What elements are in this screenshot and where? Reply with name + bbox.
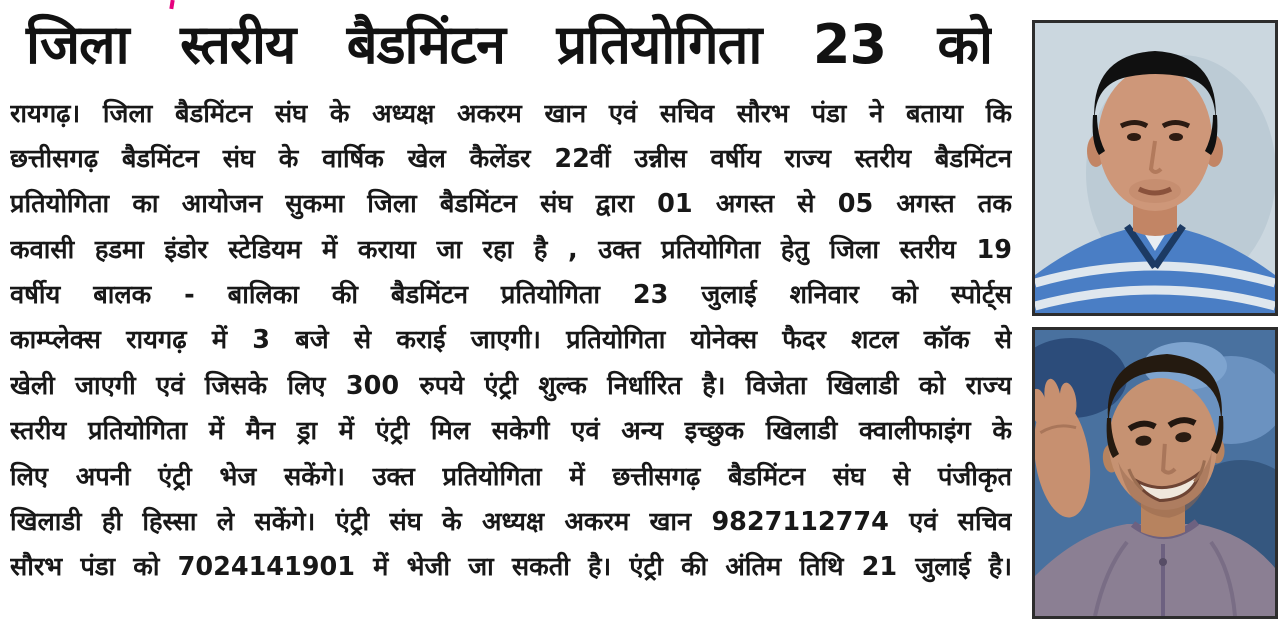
article (10, 8, 1012, 591)
article-headline: जिला स्तरीय बैडमिंटन प्रतियोगिता 23 को (26, 13, 992, 76)
article-body (10, 92, 1012, 591)
body-line: काम्प्लेक्स रायगढ़ में 3 बजे से कराई जाएगी। प्रतियोगिता योनेक्स फैदर शटल कॉक से (10, 325, 1012, 356)
body-line: खिलाडी ही हिस्सा ले सकेंगे। एंट्री संघ के अध्यक्ष अकरम खान 9827112774 एवं सचिव (10, 507, 1012, 538)
portrait-photo-bottom (1032, 327, 1278, 619)
body-line: रायगढ़। जिला बैडमिंटन संघ के अध्यक्ष अकरम खान एवं सचिव सौरभ पंडा ने बताया कि (10, 98, 1012, 129)
portrait-man-blue-striped-shirt (1035, 23, 1275, 313)
portrait-photo-top (1032, 20, 1278, 316)
body-line: लिए अपनी एंट्री भेज सकेंगे। उक्त प्रतियोगिता में छत्तीसगढ़ बैडमिंटन संघ से पंजीकृत (10, 461, 1012, 492)
body-line: छत्तीसगढ़ बैडमिंटन संघ के वार्षिक खेल कैलेंडर 22वीं उन्नीस वर्षीय राज्य स्तरीय बैडमिंटन (10, 143, 1012, 174)
body-line: प्रतियोगिता का आयोजन सुकमा जिला बैडमिंटन संघ द्वारा 01 अगस्त से 05 अगस्त तक (10, 189, 1012, 220)
body-line: खेली जाएगी एवं जिसके लिए 300 रुपये एंट्री शुल्क निर्धारित है। विजेता खिलाडी को राज्य (10, 370, 1012, 401)
body-line: वर्षीय बालक - बालिका की बैडमिंटन प्रतियोगिता 23 जुलाई शनिवार को स्पोर्ट्स (10, 280, 1012, 311)
portrait-man-smiling-purple-kurta (1035, 330, 1275, 616)
body-line: सौरभ पंडा को 7024141901 में भेजी जा सकती है। एंट्री की अंतिम तिथि 21 जुलाई है। (10, 552, 1012, 583)
body-line: कवासी हडमा इंडोर स्टेडियम में कराया जा रहा है , उक्त प्रतियोगिता हेतु जिला स्तरीय 19 (10, 234, 1012, 265)
body-line: स्तरीय प्रतियोगिता में मैन ड्रा में एंट्री मिल सकेगी एवं अन्य इच्छुक खिलाडी क्वालीफाइंग के (10, 416, 1012, 447)
